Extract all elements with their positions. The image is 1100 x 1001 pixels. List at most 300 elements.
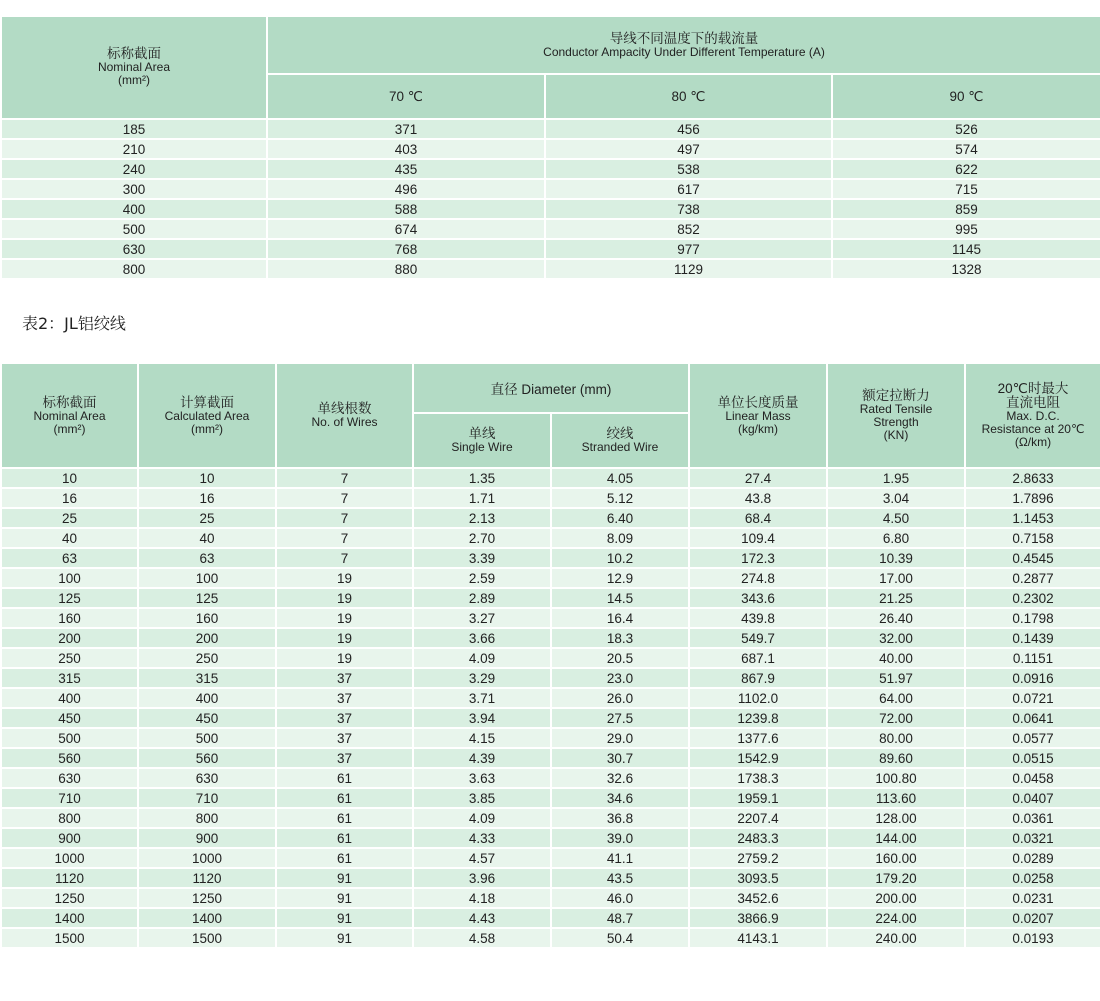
table-row — [1, 708, 1100, 728]
header-temp-70: 70 ℃ — [267, 74, 545, 119]
cell-nominal-area: 210 — [1, 139, 267, 159]
cell-wire-count: 19 — [276, 628, 413, 648]
cell-linear-mass: 1102.0 — [689, 688, 827, 708]
cell-calculated-area: 1120 — [138, 868, 276, 888]
table-row — [1, 608, 1100, 628]
header-nominal-area — [1, 16, 267, 119]
cell-single-wire-diameter: 3.27 — [413, 608, 551, 628]
cell-calculated-area: 710 — [138, 788, 276, 808]
cell-calculated-area: 500 — [138, 728, 276, 748]
cell-nominal-area: 630 — [1, 239, 267, 259]
cell-dc-resistance: 2.8633 — [965, 468, 1100, 488]
cell-ampacity-70c: 768 — [267, 239, 545, 259]
cell-tensile-strength: 200.00 — [827, 888, 965, 908]
header-nominal-area-zh: 标称截面 — [42, 394, 97, 410]
cell-wire-count: 37 — [276, 728, 413, 748]
cell-calculated-area: 40 — [138, 528, 276, 548]
cell-dc-resistance: 0.0321 — [965, 828, 1100, 848]
cell-nominal-area: 240 — [1, 159, 267, 179]
cell-dc-resistance: 1.1453 — [965, 508, 1100, 528]
cell-calculated-area: 25 — [138, 508, 276, 528]
cell-tensile-strength: 160.00 — [827, 848, 965, 868]
header-ampacity — [267, 16, 1100, 74]
header-stranded-wire-zh: 绞线 — [606, 426, 634, 441]
cell-dc-resistance: 0.1439 — [965, 628, 1100, 648]
cell-nominal-area: 1400 — [1, 908, 138, 928]
cell-calculated-area: 630 — [138, 768, 276, 788]
table-row — [1, 828, 1100, 848]
cell-stranded-wire-diameter: 27.5 — [551, 708, 689, 728]
cell-stranded-wire-diameter: 12.9 — [551, 568, 689, 588]
cell-nominal-area: 300 — [1, 179, 267, 199]
cell-dc-resistance: 0.0289 — [965, 848, 1100, 868]
cell-linear-mass: 1239.8 — [689, 708, 827, 728]
cell-stranded-wire-diameter: 18.3 — [551, 628, 689, 648]
header-single-wire-en: Single Wire — [451, 440, 513, 454]
cell-single-wire-diameter: 4.57 — [413, 848, 551, 868]
header-resistance-en: Max. D.C. Resistance at 20℃ — [981, 409, 1085, 436]
cell-stranded-wire-diameter: 46.0 — [551, 888, 689, 908]
table-row — [1, 668, 1100, 688]
cell-linear-mass: 109.4 — [689, 528, 827, 548]
cell-stranded-wire-diameter: 16.4 — [551, 608, 689, 628]
cell-calculated-area: 1400 — [138, 908, 276, 928]
cell-single-wire-diameter: 3.39 — [413, 548, 551, 568]
table-row — [1, 688, 1100, 708]
cell-calculated-area: 800 — [138, 808, 276, 828]
cell-dc-resistance: 0.0721 — [965, 688, 1100, 708]
cell-ampacity-80c: 1129 — [545, 259, 832, 279]
cell-linear-mass: 274.8 — [689, 568, 827, 588]
table-row — [1, 219, 1100, 239]
cell-nominal-area: 800 — [1, 259, 267, 279]
table-row — [1, 528, 1100, 548]
cell-calculated-area: 160 — [138, 608, 276, 628]
table-row — [1, 588, 1100, 608]
header-nominal-area — [1, 363, 138, 468]
cell-wire-count: 61 — [276, 808, 413, 828]
cell-linear-mass: 43.8 — [689, 488, 827, 508]
cell-tensile-strength: 32.00 — [827, 628, 965, 648]
cell-single-wire-diameter: 3.29 — [413, 668, 551, 688]
header-linear-mass-zh: 单位长度质量 — [717, 394, 799, 410]
cell-wire-count: 91 — [276, 868, 413, 888]
table-row — [1, 768, 1100, 788]
cell-linear-mass: 1377.6 — [689, 728, 827, 748]
header-single-wire — [413, 413, 551, 468]
cell-dc-resistance: 0.1798 — [965, 608, 1100, 628]
jl-wire-table-body — [1, 468, 1100, 948]
cell-dc-resistance: 1.7896 — [965, 488, 1100, 508]
cell-nominal-area: 710 — [1, 788, 138, 808]
cell-wire-count: 7 — [276, 508, 413, 528]
cell-calculated-area: 315 — [138, 668, 276, 688]
header-single-wire-zh: 单线 — [468, 426, 496, 441]
header-dc-resistance — [965, 363, 1100, 468]
table-row — [1, 808, 1100, 828]
cell-ampacity-80c: 852 — [545, 219, 832, 239]
cell-single-wire-diameter: 4.15 — [413, 728, 551, 748]
cell-nominal-area: 160 — [1, 608, 138, 628]
cell-dc-resistance: 0.0407 — [965, 788, 1100, 808]
table-row — [1, 139, 1100, 159]
cell-calculated-area: 450 — [138, 708, 276, 728]
table-row — [1, 728, 1100, 748]
cell-wire-count: 19 — [276, 648, 413, 668]
cell-dc-resistance: 0.1151 — [965, 648, 1100, 668]
table-row — [1, 119, 1100, 139]
cell-ampacity-90c: 1328 — [832, 259, 1100, 279]
cell-ampacity-90c: 1145 — [832, 239, 1100, 259]
cell-single-wire-diameter: 2.59 — [413, 568, 551, 588]
cell-wire-count: 19 — [276, 588, 413, 608]
table-row — [1, 908, 1100, 928]
table-row — [1, 888, 1100, 908]
cell-wire-count: 91 — [276, 928, 413, 948]
table-row — [1, 199, 1100, 219]
header-linear-mass — [689, 363, 827, 468]
table-row — [1, 648, 1100, 668]
cell-tensile-strength: 26.40 — [827, 608, 965, 628]
cell-wire-count: 61 — [276, 768, 413, 788]
cell-tensile-strength: 100.80 — [827, 768, 965, 788]
cell-wire-count: 37 — [276, 688, 413, 708]
cell-wire-count: 7 — [276, 468, 413, 488]
cell-single-wire-diameter: 3.85 — [413, 788, 551, 808]
cell-wire-count: 61 — [276, 848, 413, 868]
cell-stranded-wire-diameter: 5.12 — [551, 488, 689, 508]
cell-tensile-strength: 113.60 — [827, 788, 965, 808]
cell-tensile-strength: 17.00 — [827, 568, 965, 588]
cell-linear-mass: 867.9 — [689, 668, 827, 688]
cell-nominal-area: 100 — [1, 568, 138, 588]
cell-single-wire-diameter: 3.63 — [413, 768, 551, 788]
cell-stranded-wire-diameter: 32.6 — [551, 768, 689, 788]
table-row — [1, 508, 1100, 528]
cell-dc-resistance: 0.0258 — [965, 868, 1100, 888]
cell-wire-count: 7 — [276, 488, 413, 508]
cell-stranded-wire-diameter: 43.5 — [551, 868, 689, 888]
cell-wire-count: 91 — [276, 888, 413, 908]
cell-stranded-wire-diameter: 6.40 — [551, 508, 689, 528]
cell-ampacity-70c: 880 — [267, 259, 545, 279]
cell-single-wire-diameter: 3.96 — [413, 868, 551, 888]
cell-single-wire-diameter: 2.13 — [413, 508, 551, 528]
cell-single-wire-diameter: 4.43 — [413, 908, 551, 928]
cell-linear-mass: 3093.5 — [689, 868, 827, 888]
cell-single-wire-diameter: 4.33 — [413, 828, 551, 848]
header-ampacity-zh: 导线不同温度下的载流量 — [609, 30, 759, 46]
cell-tensile-strength: 128.00 — [827, 808, 965, 828]
cell-tensile-strength: 179.20 — [827, 868, 965, 888]
cell-calculated-area: 125 — [138, 588, 276, 608]
cell-nominal-area: 10 — [1, 468, 138, 488]
cell-stranded-wire-diameter: 8.09 — [551, 528, 689, 548]
table-row — [1, 548, 1100, 568]
cell-dc-resistance: 0.4545 — [965, 548, 1100, 568]
cell-single-wire-diameter: 4.09 — [413, 648, 551, 668]
cell-ampacity-80c: 456 — [545, 119, 832, 139]
ampacity-table-body — [1, 119, 1100, 279]
cell-stranded-wire-diameter: 14.5 — [551, 588, 689, 608]
cell-calculated-area: 1250 — [138, 888, 276, 908]
cell-wire-count: 19 — [276, 608, 413, 628]
cell-linear-mass: 27.4 — [689, 468, 827, 488]
table-row — [1, 788, 1100, 808]
header-tensile-en: Rated Tensile Strength — [859, 402, 933, 429]
header-linear-mass-en: Linear Mass — [725, 408, 791, 423]
cell-tensile-strength: 21.25 — [827, 588, 965, 608]
header-nominal-area-en: Nominal Area — [33, 408, 106, 423]
cell-single-wire-diameter: 4.58 — [413, 928, 551, 948]
cell-stranded-wire-diameter: 34.6 — [551, 788, 689, 808]
header-calculated-area-zh: 计算截面 — [180, 394, 234, 410]
cell-dc-resistance: 0.7158 — [965, 528, 1100, 548]
header-resistance-zh-1: 20℃时最大 — [997, 381, 1069, 396]
cell-dc-resistance: 0.0641 — [965, 708, 1100, 728]
cell-wire-count: 61 — [276, 828, 413, 848]
cell-stranded-wire-diameter: 41.1 — [551, 848, 689, 868]
cell-tensile-strength: 72.00 — [827, 708, 965, 728]
table-row — [1, 488, 1100, 508]
cell-ampacity-70c: 674 — [267, 219, 545, 239]
cell-nominal-area: 16 — [1, 488, 138, 508]
header-nominal-area-zh: 标称截面 — [107, 46, 161, 61]
cell-nominal-area: 500 — [1, 728, 138, 748]
cell-nominal-area: 1120 — [1, 868, 138, 888]
header-temp-80: 80 ℃ — [545, 74, 832, 119]
header-resistance-unit: (Ω/km) — [1014, 435, 1052, 449]
cell-dc-resistance: 0.0361 — [965, 808, 1100, 828]
cell-ampacity-70c: 435 — [267, 159, 545, 179]
header-diameter: 直径 Diameter (mm) — [413, 363, 689, 413]
cell-calculated-area: 1000 — [138, 848, 276, 868]
cell-ampacity-70c: 588 — [267, 199, 545, 219]
cell-calculated-area: 100 — [138, 568, 276, 588]
cell-wire-count: 91 — [276, 908, 413, 928]
table-row — [1, 868, 1100, 888]
table2-caption: 表2：JL铝绞线 — [22, 314, 126, 333]
cell-wire-count: 19 — [276, 568, 413, 588]
cell-nominal-area: 200 — [1, 628, 138, 648]
cell-stranded-wire-diameter: 20.5 — [551, 648, 689, 668]
cell-linear-mass: 1542.9 — [689, 748, 827, 768]
cell-single-wire-diameter: 1.35 — [413, 468, 551, 488]
cell-tensile-strength: 4.50 — [827, 508, 965, 528]
cell-nominal-area: 800 — [1, 808, 138, 828]
cell-tensile-strength: 40.00 — [827, 648, 965, 668]
cell-ampacity-80c: 497 — [545, 139, 832, 159]
cell-tensile-strength: 240.00 — [827, 928, 965, 948]
header-tensile-unit: (KN) — [883, 428, 909, 442]
cell-dc-resistance: 0.0916 — [965, 668, 1100, 688]
cell-nominal-area: 125 — [1, 588, 138, 608]
cell-linear-mass: 1738.3 — [689, 768, 827, 788]
table-row — [1, 179, 1100, 199]
cell-single-wire-diameter: 4.39 — [413, 748, 551, 768]
cell-dc-resistance: 0.0515 — [965, 748, 1100, 768]
cell-ampacity-80c: 538 — [545, 159, 832, 179]
cell-stranded-wire-diameter: 48.7 — [551, 908, 689, 928]
table-row — [1, 568, 1100, 588]
cell-single-wire-diameter: 2.70 — [413, 528, 551, 548]
cell-dc-resistance: 0.0231 — [965, 888, 1100, 908]
cell-stranded-wire-diameter: 50.4 — [551, 928, 689, 948]
cell-wire-count: 61 — [276, 788, 413, 808]
cell-tensile-strength: 80.00 — [827, 728, 965, 748]
cell-linear-mass: 3452.6 — [689, 888, 827, 908]
cell-calculated-area: 10 — [138, 468, 276, 488]
cell-ampacity-90c: 622 — [832, 159, 1100, 179]
header-nominal-area-en: Nominal Area — [97, 60, 171, 74]
cell-nominal-area: 630 — [1, 768, 138, 788]
cell-linear-mass: 172.3 — [689, 548, 827, 568]
cell-ampacity-90c: 526 — [832, 119, 1100, 139]
cell-single-wire-diameter: 3.71 — [413, 688, 551, 708]
cell-nominal-area: 315 — [1, 668, 138, 688]
cell-nominal-area: 560 — [1, 748, 138, 768]
cell-nominal-area: 185 — [1, 119, 267, 139]
header-wire-count-zh: 单线根数 — [317, 401, 372, 416]
cell-ampacity-80c: 738 — [545, 199, 832, 219]
cell-dc-resistance: 0.2302 — [965, 588, 1100, 608]
cell-ampacity-70c: 496 — [267, 179, 545, 199]
table-row — [1, 159, 1100, 179]
cell-nominal-area: 1000 — [1, 848, 138, 868]
cell-linear-mass: 4143.1 — [689, 928, 827, 948]
cell-linear-mass: 687.1 — [689, 648, 827, 668]
cell-dc-resistance: 0.0577 — [965, 728, 1100, 748]
cell-single-wire-diameter: 2.89 — [413, 588, 551, 608]
cell-tensile-strength: 6.80 — [827, 528, 965, 548]
cell-linear-mass: 3866.9 — [689, 908, 827, 928]
cell-stranded-wire-diameter: 29.0 — [551, 728, 689, 748]
cell-dc-resistance: 0.0193 — [965, 928, 1100, 948]
cell-tensile-strength: 144.00 — [827, 828, 965, 848]
cell-ampacity-90c: 574 — [832, 139, 1100, 159]
cell-wire-count: 7 — [276, 528, 413, 548]
cell-nominal-area: 1250 — [1, 888, 138, 908]
header-nominal-area-unit: (mm²) — [118, 73, 150, 87]
cell-single-wire-diameter: 1.71 — [413, 488, 551, 508]
cell-wire-count: 37 — [276, 668, 413, 688]
header-wire-count-en: No. of Wires — [311, 415, 378, 429]
cell-calculated-area: 63 — [138, 548, 276, 568]
cell-single-wire-diameter: 4.09 — [413, 808, 551, 828]
cell-calculated-area: 250 — [138, 648, 276, 668]
cell-stranded-wire-diameter: 30.7 — [551, 748, 689, 768]
header-calculated-area-unit: (mm²) — [191, 421, 223, 436]
table-row — [1, 259, 1100, 279]
cell-dc-resistance: 0.0458 — [965, 768, 1100, 788]
header-wire-count — [276, 363, 413, 468]
cell-linear-mass: 2759.2 — [689, 848, 827, 868]
cell-linear-mass: 2207.4 — [689, 808, 827, 828]
cell-calculated-area: 900 — [138, 828, 276, 848]
cell-wire-count: 7 — [276, 548, 413, 568]
cell-dc-resistance: 0.0207 — [965, 908, 1100, 928]
cell-wire-count: 37 — [276, 708, 413, 728]
cell-ampacity-90c: 859 — [832, 199, 1100, 219]
cell-ampacity-70c: 371 — [267, 119, 545, 139]
jl-wire-table — [0, 362, 1100, 949]
cell-nominal-area: 400 — [1, 199, 267, 219]
cell-ampacity-80c: 617 — [545, 179, 832, 199]
ampacity-table — [0, 15, 1100, 280]
header-calculated-area — [138, 363, 276, 468]
cell-stranded-wire-diameter: 23.0 — [551, 668, 689, 688]
cell-wire-count: 37 — [276, 748, 413, 768]
cell-single-wire-diameter: 3.94 — [413, 708, 551, 728]
table-row — [1, 928, 1100, 948]
cell-tensile-strength: 64.00 — [827, 688, 965, 708]
cell-linear-mass: 343.6 — [689, 588, 827, 608]
cell-calculated-area: 560 — [138, 748, 276, 768]
header-ampacity-en: Conductor Ampacity Under Different Temperature (A) — [543, 44, 825, 59]
cell-ampacity-90c: 995 — [832, 219, 1100, 239]
header-linear-mass-unit: (kg/km) — [738, 421, 778, 436]
cell-ampacity-80c: 977 — [545, 239, 832, 259]
table-row — [1, 748, 1100, 768]
cell-stranded-wire-diameter: 36.8 — [551, 808, 689, 828]
cell-dc-resistance: 0.2877 — [965, 568, 1100, 588]
cell-stranded-wire-diameter: 26.0 — [551, 688, 689, 708]
cell-single-wire-diameter: 3.66 — [413, 628, 551, 648]
cell-tensile-strength: 89.60 — [827, 748, 965, 768]
cell-stranded-wire-diameter: 39.0 — [551, 828, 689, 848]
cell-ampacity-90c: 715 — [832, 179, 1100, 199]
cell-nominal-area: 250 — [1, 648, 138, 668]
header-stranded-wire-en: Stranded Wire — [581, 440, 659, 454]
header-tensile-strength — [827, 363, 965, 468]
cell-stranded-wire-diameter: 10.2 — [551, 548, 689, 568]
header-tensile-zh: 额定拉断力 — [862, 388, 930, 403]
header-resistance-zh-2: 直流电阻 — [1006, 395, 1060, 410]
cell-calculated-area: 16 — [138, 488, 276, 508]
table-row — [1, 848, 1100, 868]
header-temp-90: 90 ℃ — [832, 74, 1100, 119]
cell-linear-mass: 1959.1 — [689, 788, 827, 808]
table-row — [1, 628, 1100, 648]
cell-nominal-area: 900 — [1, 828, 138, 848]
cell-nominal-area: 500 — [1, 219, 267, 239]
header-calculated-area-en: Calculated Area — [164, 408, 250, 423]
cell-nominal-area: 63 — [1, 548, 138, 568]
cell-tensile-strength: 224.00 — [827, 908, 965, 928]
cell-linear-mass: 68.4 — [689, 508, 827, 528]
cell-nominal-area: 25 — [1, 508, 138, 528]
header-stranded-wire — [551, 413, 689, 468]
cell-tensile-strength: 51.97 — [827, 668, 965, 688]
cell-nominal-area: 40 — [1, 528, 138, 548]
table-row — [1, 239, 1100, 259]
cell-nominal-area: 1500 — [1, 928, 138, 948]
table-row — [1, 468, 1100, 488]
cell-calculated-area: 400 — [138, 688, 276, 708]
cell-nominal-area: 400 — [1, 688, 138, 708]
cell-tensile-strength: 1.95 — [827, 468, 965, 488]
header-nominal-area-unit: (mm²) — [53, 421, 86, 436]
cell-tensile-strength: 10.39 — [827, 548, 965, 568]
cell-ampacity-70c: 403 — [267, 139, 545, 159]
cell-linear-mass: 2483.3 — [689, 828, 827, 848]
cell-linear-mass: 439.8 — [689, 608, 827, 628]
cell-nominal-area: 450 — [1, 708, 138, 728]
cell-stranded-wire-diameter: 4.05 — [551, 468, 689, 488]
cell-calculated-area: 200 — [138, 628, 276, 648]
cell-single-wire-diameter: 4.18 — [413, 888, 551, 908]
cell-linear-mass: 549.7 — [689, 628, 827, 648]
